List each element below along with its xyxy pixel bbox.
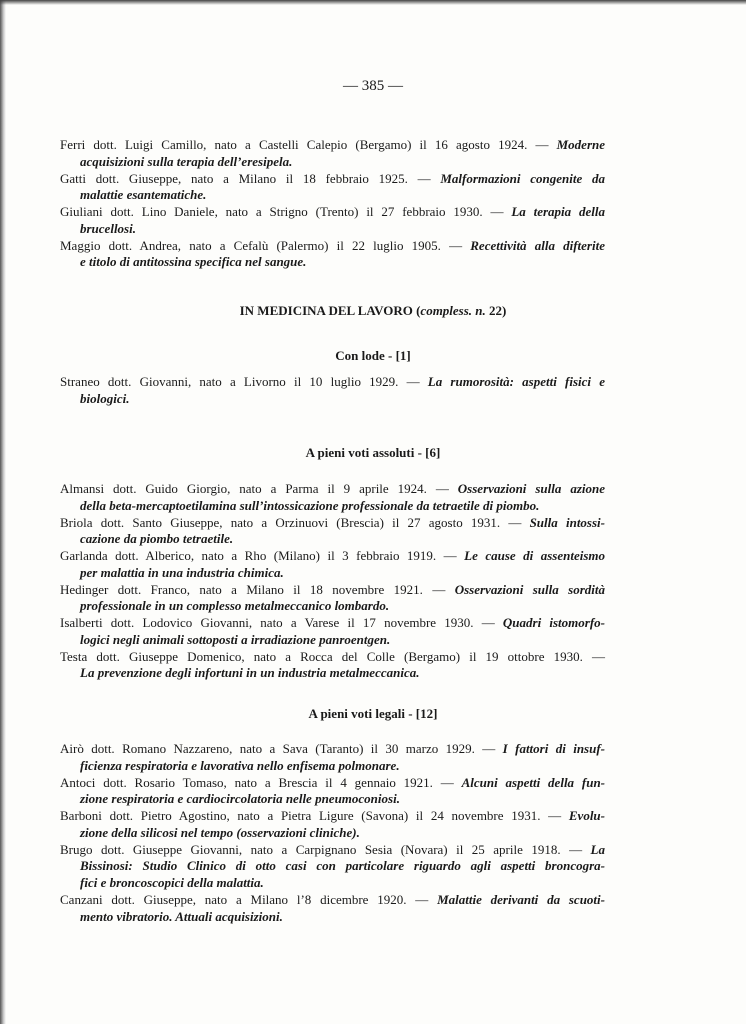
entry-first-line — [60, 808, 605, 825]
entry-title-text: Osservazioni sulla sordità — [454, 581, 605, 597]
entry-title-continuation: mento vibratorio. Attuali acquisizioni. — [80, 908, 283, 924]
list-entry — [60, 741, 605, 774]
entry-author-text: Canzani dott. Giuseppe, nato a Milano l’8 dicembre 1920. — — [60, 891, 438, 907]
subheading-con-lode: Con lode - [1] — [335, 348, 411, 363]
entry-author-text: Giuliani dott. Lino Daniele, nato a Strigno (Trento) il 27 febbraio 1930. — — [60, 204, 512, 220]
entry-author-text: Straneo dott. Giovanni, nato a Livorno il 10 luglio 1929. — — [60, 374, 428, 389]
entry-author-text: Testa dott. Giuseppe Domenico, nato a Rocca del Colle (Bergamo) il 19 ottobre 1930. — — [60, 648, 605, 664]
entry-first-line — [60, 515, 605, 532]
entry-title-text: Quadri istomorfo- — [502, 615, 605, 631]
entry-first-line — [60, 615, 605, 632]
entry-title-continuation: acquisizioni sulla terapia dell’eresipela. — [80, 153, 293, 169]
entry-title-continuation: zione respiratoria e cardiocircolatoria nelle pneumoconiosi. — [80, 791, 400, 807]
entry-title-text: La — [590, 841, 605, 857]
list-entry — [60, 808, 605, 841]
list-entry — [60, 775, 605, 808]
entry-title-continuation: brucellosi. — [80, 220, 136, 236]
list-entry — [60, 481, 605, 514]
list-entry — [60, 615, 605, 648]
entry-title-text: Alcuni aspetti della fun- — [461, 774, 606, 790]
entry-title-continuation: e titolo di antitossina specifica nel sangue. — [80, 254, 307, 270]
entry-first-line — [60, 582, 605, 599]
entry-author-text: Gatti dott. Giuseppe, nato a Milano il 18 febbraio 1925. — — [60, 170, 441, 186]
entry-title-continuation: Bissinosi: Studio Clinico di otto casi con particolare riguardo agli aspetti broncogra- — [80, 858, 605, 874]
entry-title-text: La rumorosità: aspetti fisici e — [427, 374, 605, 389]
entry-first-line — [60, 204, 605, 221]
entry-author-text: Isalberti dott. Lodovico Giovanni, nato a Varese il 17 novembre 1930. — — [60, 615, 503, 631]
main-heading-italic: compless. n. — [420, 303, 486, 318]
entry-title-text: La terapia della — [511, 204, 605, 220]
entry-title-continuation: malattie esantematiche. — [80, 187, 207, 203]
entry-first-line — [60, 171, 605, 188]
entry-title-continuation: per malattia in una industria chimica. — [80, 564, 284, 580]
list-entry — [60, 892, 605, 925]
entry-list — [60, 374, 605, 408]
entry-author-text: Hedinger dott. Franco, nato a Milano il 18 novembre 1921. — — [60, 581, 455, 597]
entry-list — [60, 741, 605, 925]
entry-title-text: Le cause di assenteismo — [464, 548, 605, 564]
entry-author-text: Airò dott. Romano Nazzareno, nato a Sava (Taranto) il 30 marzo 1929. — — [60, 741, 503, 756]
page-number: — 385 — — [343, 78, 403, 94]
entry-title-text: Moderne — [556, 137, 605, 152]
entry-title-continuation: della beta-mercaptoetilamina sull’intossicazione professionale da tetraetile di piombo. — [80, 497, 540, 513]
entry-first-line — [60, 649, 605, 666]
entry-title-continuation: zione della silicosi nel tempo (osservazioni cliniche). — [80, 824, 360, 840]
main-heading-tail: 22) — [485, 303, 507, 318]
list-entry — [60, 582, 605, 615]
entry-title-text: Malformazioni congenite da — [440, 170, 605, 186]
entry-title-continuation: logici negli animali sottoposti a irradiazione panroentgen. — [80, 631, 391, 647]
entry-title-continuation: fici e broncoscopici della malattia. — [80, 874, 264, 890]
entry-list — [60, 137, 605, 271]
list-entry — [60, 137, 605, 170]
subheading-pieni-voti-legali: A pieni voti legali - [12] — [308, 706, 438, 721]
entry-title-continuation: ficienza respiratoria e lavorativa nello enfisema polmonare. — [80, 757, 400, 773]
entry-title-text: Sulla intossi- — [529, 514, 605, 530]
list-entry — [60, 548, 605, 581]
entry-author-text: Garlanda dott. Alberico, nato a Rho (Milano) il 3 febbraio 1919. — — [60, 548, 465, 564]
entry-list — [60, 481, 605, 682]
scan-binding-edge — [0, 0, 6, 1024]
entry-title-text: I fattori di insuf- — [502, 741, 605, 756]
entry-title-continuation: cazione da piombo tetraetile. — [80, 531, 234, 547]
entry-first-line — [60, 775, 605, 792]
entry-title-continuation: La prevenzione degli infortuni in un industria metalmeccanica. — [80, 665, 420, 681]
section-main-heading — [0, 303, 746, 319]
entry-author-text: Brugo dott. Giuseppe Giovanni, nato a Carpignano Sesia (Novara) il 25 aprile 1918. — — [60, 841, 591, 857]
entry-first-line — [60, 842, 605, 859]
list-entry — [60, 374, 605, 407]
list-entry — [60, 171, 605, 204]
list-entry — [60, 238, 605, 271]
list-entry — [60, 515, 605, 548]
entry-first-line — [60, 481, 605, 498]
entry-author-text: Barboni dott. Pietro Agostino, nato a Pietra Ligure (Savona) il 24 novembre 1931. — — [60, 808, 569, 824]
scan-top-edge — [0, 0, 746, 5]
entry-first-line — [60, 741, 605, 758]
entry-first-line — [60, 548, 605, 565]
entry-author-text: Maggio dott. Andrea, nato a Cefalù (Palermo) il 22 luglio 1905. — — [60, 237, 471, 253]
entry-title-continuation: biologici. — [80, 390, 130, 406]
entry-title-continuation: professionale in un complesso metalmeccanico lombardo. — [80, 598, 390, 614]
entry-author-text: Almansi dott. Guido Giorgio, nato a Parma il 9 aprile 1924. — — [60, 481, 458, 496]
entry-title-text: Osservazioni sulla azione — [457, 481, 605, 496]
main-heading-text: IN MEDICINA DEL LAVORO ( — [239, 303, 421, 318]
entry-first-line — [60, 238, 605, 255]
entry-first-line — [60, 892, 605, 909]
entry-title-text: Malattie derivanti da scuoti- — [437, 891, 605, 907]
entry-first-line — [60, 137, 605, 154]
list-entry — [60, 649, 605, 682]
entry-title-text: Recettività alla difterite — [470, 237, 605, 253]
entry-author-text: Ferri dott. Luigi Camillo, nato a Castelli Calepio (Bergamo) il 16 agosto 1924. — — [60, 137, 557, 152]
entry-first-line — [60, 374, 605, 391]
list-entry — [60, 204, 605, 237]
entry-author-text: Briola dott. Santo Giuseppe, nato a Orzinuovi (Brescia) il 27 agosto 1931. — — [60, 514, 530, 530]
list-entry — [60, 842, 605, 892]
entry-author-text: Antoci dott. Rosario Tomaso, nato a Brescia il 4 gennaio 1921. — — [60, 774, 462, 790]
entry-title-text: Evolu- — [568, 808, 605, 824]
subheading-pieni-voti-assoluti: A pieni voti assoluti - [6] — [305, 445, 441, 460]
